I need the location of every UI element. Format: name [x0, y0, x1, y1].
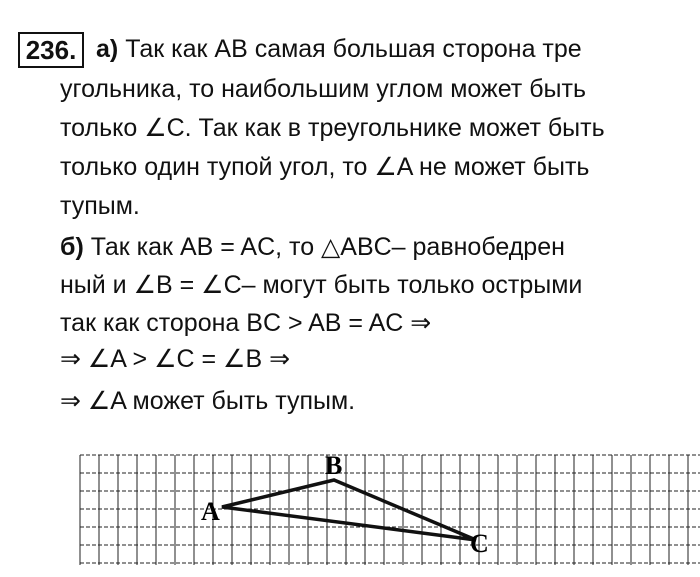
vertex-label-b: B [325, 451, 343, 480]
line-3-text: только ∠C. Так как в треугольнике может быть [60, 114, 605, 142]
vertex-label-a: A [201, 497, 220, 526]
grid-paper [80, 455, 700, 565]
line-8-text: так как сторона BC > AB = AC ⇒ [60, 309, 432, 337]
line-10-text: ⇒ ∠A может быть тупым. [60, 387, 356, 415]
line-4-text: только один тупой угол, то ∠A не может быть [60, 153, 590, 181]
problem-number: 236. [25, 35, 77, 65]
line-2-text: угольника, то наибольшим углом может быть [60, 75, 586, 103]
line-6-text: Так как AB = AC, то △ABC– равнобедрен [90, 233, 565, 261]
vertex-label-c: C [470, 529, 489, 558]
part-b-label: б) [60, 233, 84, 261]
part-a-label: а) [96, 35, 119, 63]
line-1-text: Так как AB самая большая сторона тре [125, 35, 582, 63]
line-5-text: тупым. [60, 192, 140, 220]
triangle-abc [222, 480, 476, 540]
line-9-text: ⇒ ∠A > ∠C = ∠B ⇒ [60, 345, 291, 373]
line-7-text: ный и ∠B = ∠C– могут быть только острыми [60, 271, 583, 299]
